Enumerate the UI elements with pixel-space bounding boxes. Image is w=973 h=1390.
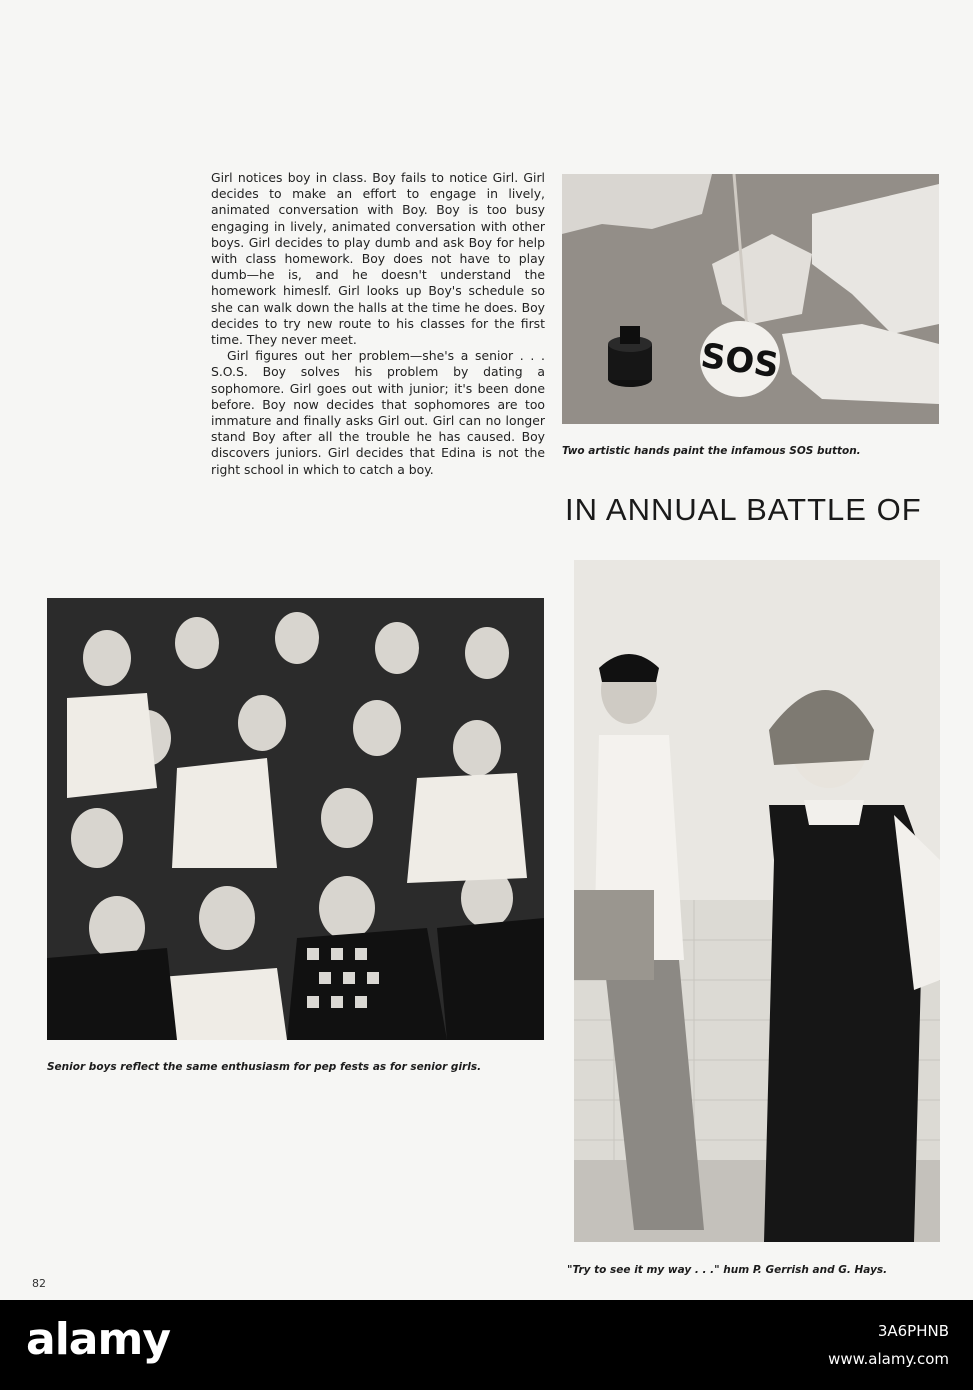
brand-logo: alamy <box>26 1314 170 1365</box>
image-id: 3A6PHNB <box>877 1322 949 1340</box>
sos-button-photo <box>562 174 939 424</box>
senior-boys-photo <box>47 598 544 1040</box>
sos-photo-caption: Two artistic hands paint the infamous SOS button. <box>562 445 861 457</box>
couple-photo-caption: "Try to see it my way . . ." hum P. Gerrish and G. Hays. <box>567 1264 888 1276</box>
article-body <box>211 170 545 478</box>
couple-photo <box>574 560 940 1242</box>
article-paragraph-2: Girl figures out her problem—she's a senior . . . S.O.S. Boy solves his problem by dating a sophomore. Girl goes out with junior; it's been done before. Boy now decides that sophomores are too immature and finally asks Girl out. Girl can no longer stand Boy after all the trouble he has caused. Boy discovers juniors. Girl decides that Edina is not the right school in which to catch a boy. <box>211 348 545 477</box>
headline: IN ANNUAL BATTLE OF <box>565 492 922 527</box>
site-url[interactable]: www.alamy.com <box>828 1350 949 1368</box>
article-paragraph-1: Girl notices boy in class. Boy fails to notice Girl. Girl decides to make an effort to engage in lively, animated conversation with Boy. Boy is too busy engaging in lively, animated conversation with other boys. Girl decides to play dumb and ask Boy for help with class homework. Boy does not have to play dumb—he is, and he doesn't understand the homework himeslf. Girl looks up Boy's schedule so she can walk down the halls at the time he does. Boy decides to try new route to his classes for the first time. They never meet. <box>211 170 545 348</box>
boys-photo-caption: Senior boys reflect the same enthusiasm for pep fests as for senior girls. <box>47 1061 482 1073</box>
sos-button-text: SOS <box>698 335 782 387</box>
page-number: 82 <box>32 1277 46 1290</box>
